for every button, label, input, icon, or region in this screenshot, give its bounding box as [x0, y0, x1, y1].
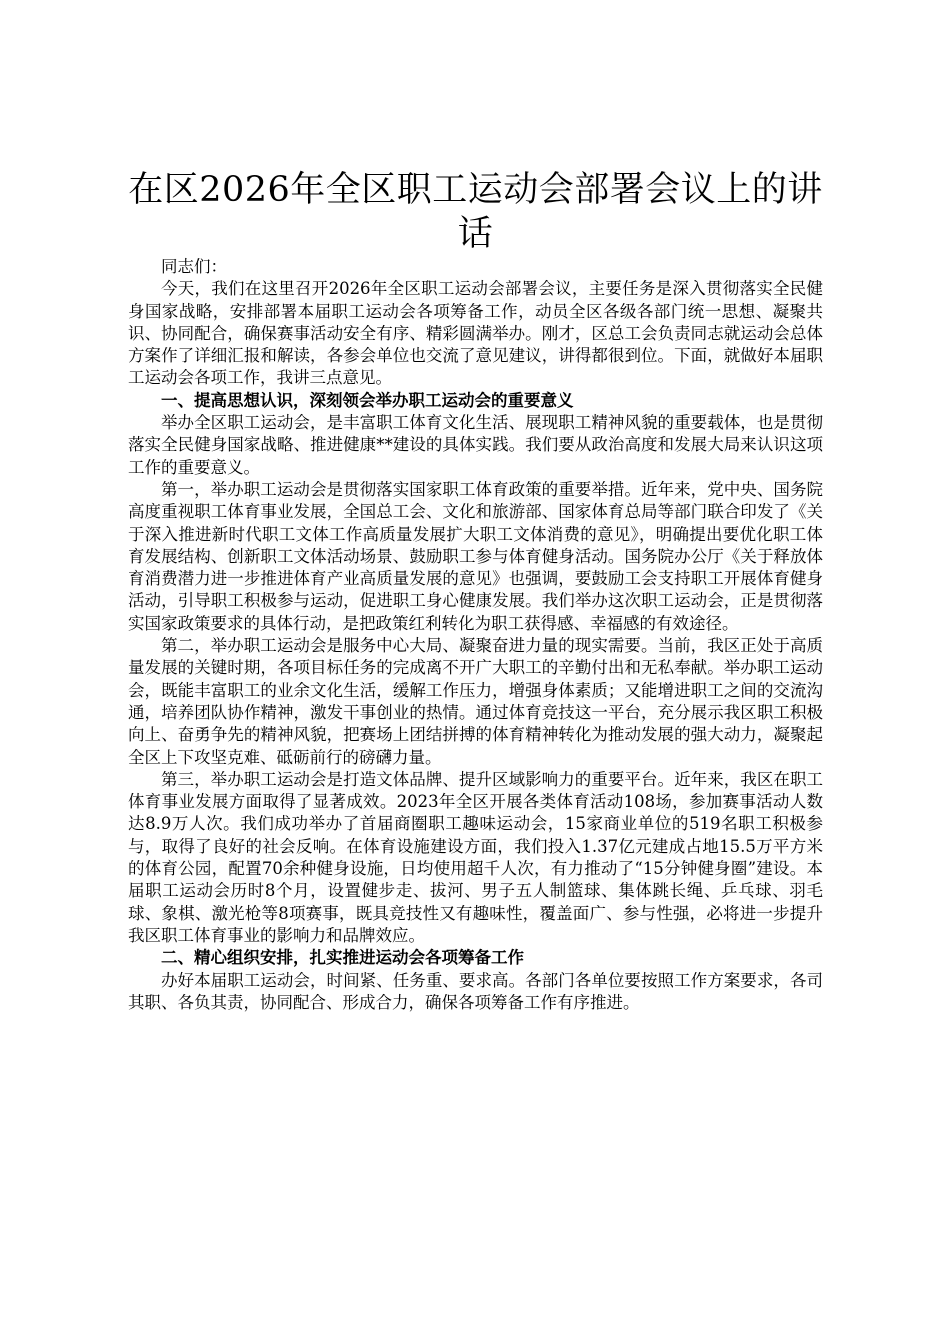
section-2-paragraph: 办好本届职工运动会，时间紧、任务重、要求高。各部门各单位要按照工作方案要求，各司其职、各负其责，协同配合、形成合力，确保各项筹备工作有序推进。 — [128, 970, 823, 1012]
intro-paragraph: 今天，我们在这里召开2026年全区职工运动会部署会议，主要任务是深入贯彻落实全民健身国家战略，安排部署本届职工运动会各项筹备工作，动员全区各级各部门统一思想、凝聚共识、协同配合，确保赛事活动安全有序、精彩圆满举办。刚才，区总工会负责同志就运动会总体方案作了详细汇报和解读，各参会单位也交流了意见建议，讲得都很到位。下面，就做好本届职工运动会各项工作，我讲三点意见。 — [128, 279, 823, 388]
document-title: 在区2026年全区职工运动会部署会议上的讲话 — [128, 170, 823, 254]
section-1-heading: 一、提高思想认识，深刻领会举办职工运动会的重要意义 — [161, 390, 574, 410]
section-1-paragraph: 第三，举办职工运动会是打造文体品牌、提升区域影响力的重要平台。近年来，我区在职工体育事业发展方面取得了显著成效。2023年全区开展各类体育活动108场，参加赛事活动人数达8.9万人次。我们成功举办了首届商圈职工趣味运动会，15家商业单位的519名职工积极参与，取得了良好的社会反响。在体育设施建设方面，我们投入1.37亿元建成占地15.5万平方米的体育公园，配置70余种健身设施，日均使用超千人次，有力推动了“15分钟健身圈”建设。本届职工运动会历时8个月，设置健步走、拔河、男子五人制篮球、集体跳长绳、乒乓球、羽毛球、象棋、激光枪等8项赛事，既具竞技性又有趣味性，覆盖面广、参与性强，必将进一步提升我区职工体育事业的影响力和品牌效应。 — [128, 769, 823, 945]
section-1-paragraph: 举办全区职工运动会，是丰富职工体育文化生活、展现职工精神风貌的重要载体，也是贯彻落实全民健身国家战略、推进健康**建设的具体实践。我们要从政治高度和发展大局来认识这项工作的重要意义。 — [128, 413, 823, 477]
section-2-heading: 二、精心组织安排，扎实推进运动会各项筹备工作 — [161, 948, 524, 968]
salutation: 同志们： — [161, 257, 227, 276]
section-1-paragraph: 第一，举办职工运动会是贯彻落实国家职工体育政策的重要举措。近年来，党中央、国务院高度重视职工体育事业发展，全国总工会、文化和旅游部、国家体育总局等部门联合印发了《关于深入推进新时代职工文体工作高质量发展扩大职工文体消费的意见》，明确提出要优化职工体育发展结构、创新职工文体活动场景、鼓励职工参与体育健身活动。国务院办公厅《关于释放体育消费潜力进一步推进体育产业高质量发展的意见》也强调，要鼓励工会支持职工开展体育健身活动，引导职工积极参与运动，促进职工身心健康发展。我们举办这次职工运动会，正是贯彻落实国家政策要求的具体行动，是把政策红利转化为职工获得感、幸福感的有效途径。 — [128, 479, 823, 633]
document-body — [128, 256, 823, 1014]
section-1-paragraph: 第二，举办职工运动会是服务中心大局、凝聚奋进力量的现实需要。当前，我区正处于高质量发展的关键时期，各项目标任务的完成离不开广大职工的辛勤付出和无私奉献。举办职工运动会，既能丰富职工的业余文化生活，缓解工作压力，增强身体素质；又能增进职工之间的交流沟通，培养团队协作精神，激发干事创业的热情。通过体育竞技这一平台，充分展示我区职工积极向上、奋勇争先的精神风貌，把赛场上团结拼搏的体育精神转化为推动发展的强大动力，凝聚起全区上下攻坚克难、砥砺前行的磅礴力量。 — [128, 636, 823, 767]
